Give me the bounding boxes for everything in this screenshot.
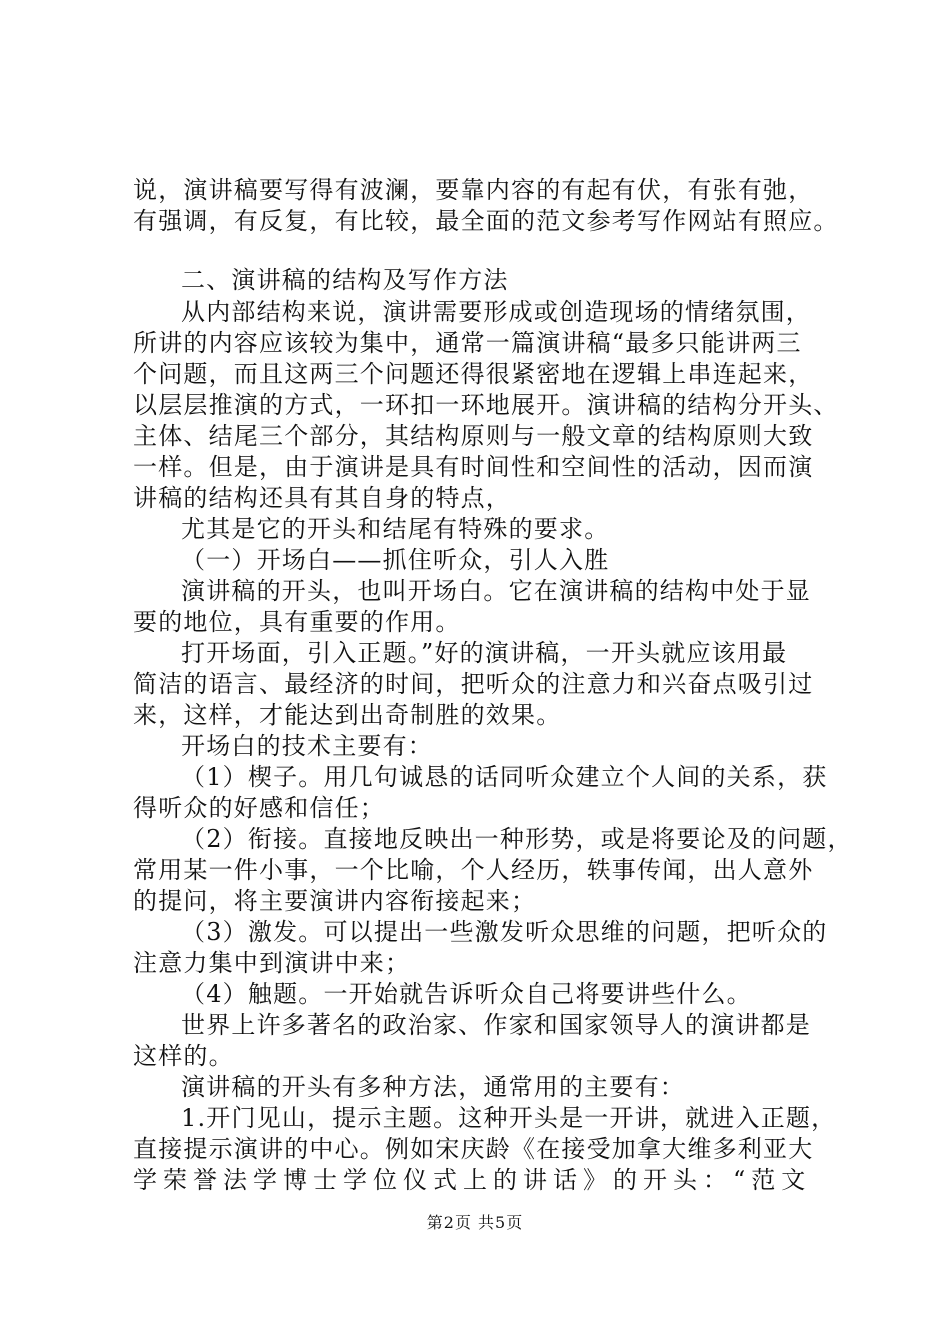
list-item: 1.开门见山，提示主题。这种开头是一开讲，就进入正题， xyxy=(181,1104,837,1132)
text-line: 得听众的好感和信任； xyxy=(133,794,385,822)
text-line: 的提问，将主要演讲内容衔接起来； xyxy=(133,887,537,915)
page-number: 第2页 共5页 xyxy=(426,1213,524,1232)
list-item: （1）楔子。用几句诚恳的话同听众建立个人间的关系，获 xyxy=(181,763,828,791)
text-line: 演讲稿的开头，也叫开场白。它在演讲稿的结构中处于显 xyxy=(181,577,811,605)
text-line: 演讲稿的开头有多种方法，通常用的主要有： xyxy=(181,1073,685,1101)
text-line: 尤其是它的开头和结尾有特殊的要求。 xyxy=(181,515,610,543)
text-line: 世界上许多著名的政治家、作家和国家领导人的演讲都是 xyxy=(181,1011,811,1039)
text-line: 开场白的技术主要有： xyxy=(181,732,433,760)
list-item: （2）衔接。直接地反映出一种形势，或是将要论及的问题， xyxy=(181,825,853,853)
text-line: 来，这样，才能达到出奇制胜的效果。 xyxy=(133,701,562,729)
text-line: 要的地位，具有重要的作用。 xyxy=(133,608,461,636)
text-line: 这样的。 xyxy=(133,1042,234,1070)
text-line: 个问题，而且这两三个问题还得很紧密地在逻辑上串连起来， xyxy=(133,360,814,388)
text-line: 打开场面，引入正题。”好的演讲稿，一开头就应该用最 xyxy=(181,639,788,667)
text-line: 注意力集中到演讲中来； xyxy=(133,949,411,977)
text-line: 以层层推演的方式，一环扣一环地展开。演讲稿的结构分开头、 xyxy=(133,391,839,419)
subsection-heading: （一）开场白——抓住听众，引人入胜 xyxy=(181,546,610,574)
text-line: 常用某一件小事，一个比喻，个人经历，轶事传闻，出人意外 xyxy=(133,856,814,884)
text-line: 所讲的内容应该较为集中，通常一篇演讲稿“最多只能讲两三 xyxy=(133,329,802,357)
section-heading: 二、演讲稿的结构及写作方法 xyxy=(181,266,509,294)
text-line: 一样。但是，由于演讲是具有时间性和空间性的活动，因而演 xyxy=(133,453,814,481)
text-line: 从内部结构来说，演讲需要形成或创造现场的情绪氛围， xyxy=(181,298,811,326)
text-line: 学荣誉法学博士学位仪式上的讲话》的开头：“范文 xyxy=(133,1166,812,1194)
text-line: 直接提示演讲的中心。例如宋庆龄《在接受加拿大维多利亚大 xyxy=(133,1135,814,1163)
text-line: 有强调，有反复，有比较，最全面的范文参考写作网站有照应。 xyxy=(133,207,839,235)
list-item: （4）触题。一开始就告诉听众自己将要讲些什么。 xyxy=(181,980,752,1008)
text-line: 讲稿的结构还具有其自身的特点， xyxy=(133,484,511,512)
text-line: 主体、结尾三个部分，其结构原则与一般文章的结构原则大致 xyxy=(133,422,814,450)
text-line: 简洁的语言、最经济的时间，把听众的注意力和兴奋点吸引过 xyxy=(133,670,814,698)
list-item: （3）激发。可以提出一些激发听众思维的问题，把听众的 xyxy=(181,918,828,946)
text-line: 说，演讲稿要写得有波澜，要靠内容的有起有伏，有张有弛， xyxy=(133,176,814,204)
